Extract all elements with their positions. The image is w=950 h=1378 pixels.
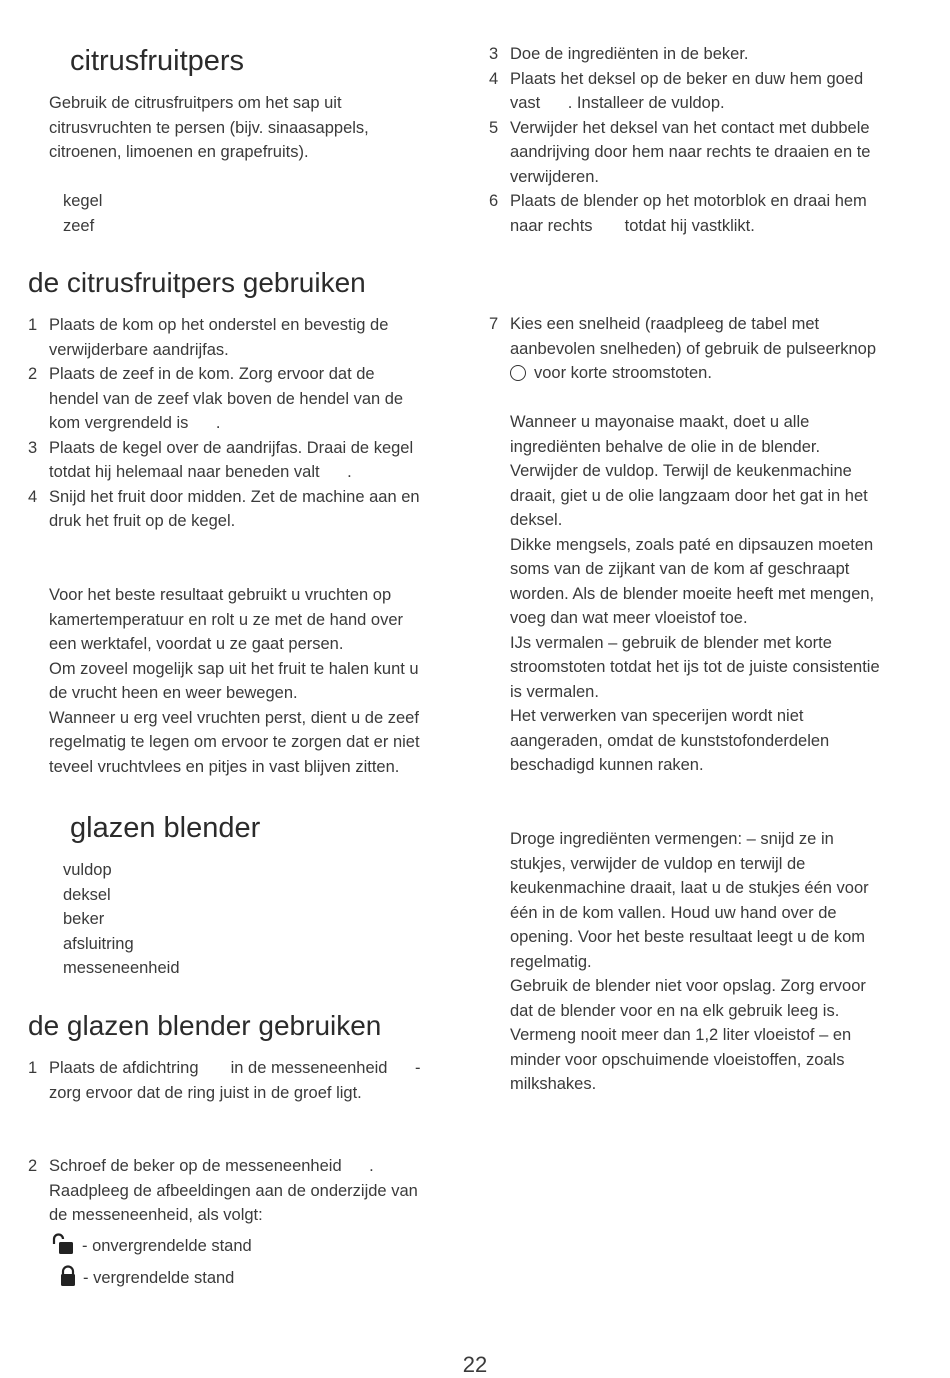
step-item [28,485,468,534]
warning-line: milkshakes. [510,1075,597,1093]
citrus-tips [49,583,469,779]
citrus-parts-list [63,189,102,238]
step-item [489,67,929,116]
step-item [489,312,929,386]
step-number: 4 [28,487,38,506]
warning-line: Droge ingrediënten vermengen: – snijd ze in [510,830,834,848]
tip-line: Wanneer u mayonaise maakt, doet u alle [510,413,810,431]
blender-tips [510,410,950,778]
intro-line: citroenen, limoenen en grapefruits). [49,143,309,161]
tip-line: ingrediënten behalve de olie in de blender. [510,437,821,456]
step-line: totdat hij helemaal naar beneden valt . [49,463,352,481]
step-item [28,1154,468,1228]
tip-line: Wanneer u erg veel vruchten perst, dient u de zeef [49,708,419,727]
step-number: 3 [489,45,499,63]
part-item: kegel [63,192,103,210]
step-item [28,313,468,362]
section-title-blender-use: de glazen blender gebruiken [28,1010,382,1041]
step-line: verwijderen. [510,167,599,186]
warning-line: stukjes, verwijder de vuldop en terwijl de [510,854,806,873]
tip-line: is vermalen. [510,682,599,701]
step-number: 1 [28,316,38,334]
tip-line: Het verwerken van specerijen wordt niet [510,707,804,725]
step-line: Plaats de kegel over de aandrijfas. Draai de kegel [49,438,414,457]
step-line: kom vergrendeld is . [49,414,221,432]
pulse-circle-icon [510,365,526,381]
warning-line: keukenmachine draait, laat u de stukjes één voor [510,879,869,897]
blender-steps-continued [489,42,929,238]
tip-line: IJs vermalen – gebruik de blender met korte [510,633,832,652]
tip-line: soms van de zijkant van de kom af geschraapt [510,560,850,578]
intro-line: Gebruik de citrusfruitpers om het sap uit [49,94,342,112]
step-line: druk het fruit op de kegel. [49,512,236,530]
tip-line: aangeraden, omdat de kunststofonderdelen [510,731,830,750]
step-line: aanbevolen snelheden) of gebruik de pulseerknop [510,339,877,358]
tip-line: regelmatig te legen om ervoor te zorgen dat er niet [49,733,420,751]
tip-line: voeg dan wat meer vloeistof toe. [510,609,748,627]
warning-line: dat de blender voor en na elk gebruik leeg is. [510,1001,840,1020]
step-line: hendel van de zeef vlak boven de hendel van de [49,389,404,408]
warning-line: één in de kom vallen. Houd uw hand over de [510,903,837,922]
tip-line: Verwijder de vuldop. Terwijl de keukenmachine [510,462,852,480]
locked-label: - vergrendelde stand [83,1269,235,1287]
blender-parts-list [63,858,180,981]
step-number: 2 [28,365,38,383]
tip-line: kamertemperatuur en rolt u ze met de hand over [49,610,404,629]
part-item: vuldop [63,861,112,879]
step-number: 3 [28,438,38,457]
step-line: de messeneenheid, als volgt: [49,1206,263,1224]
page-number: 22 [462,1352,488,1377]
step-line: Verwijder het deksel van het contact met dubbele [510,118,870,137]
unlocked-legend [50,1233,252,1263]
part-item: zeef [63,216,95,235]
padlock-open-icon [50,1233,76,1263]
step-line: aandrijving door hem naar rechts te draaien en te [510,143,871,161]
warning-line: opening. Voor het beste resultaat leegt u de kom [510,928,865,946]
step-line: Plaats de blender op het motorblok en draai hem [510,192,867,210]
step-item [489,116,929,190]
pulse-text: voor korte stroomstoten. [534,364,712,382]
section-title-citrus-use: de citrusfruitpers gebruiken [28,267,366,298]
step-item [489,189,929,238]
step-line: Snijd het fruit door midden. Zet de machine aan en [49,487,420,506]
tip-line: Dikke mengsels, zoals paté en dipsauzen moeten [510,535,874,554]
step-line: zorg ervoor dat de ring juist in de groef ligt. [49,1083,362,1102]
part-item: deksel [63,885,111,904]
step-item [28,362,468,436]
part-item: beker [63,910,105,928]
tip-line: worden. Als de blender moeite heeft met mengen, [510,584,875,603]
step-item [28,436,468,485]
step-number: 6 [489,192,499,210]
citrus-intro [49,91,469,165]
step-line: naar rechts totdat hij vastklikt. [510,216,755,235]
warning-line: Gebruik de blender niet voor opslag. Zorg ervoor [510,977,866,995]
unlocked-label: - onvergrendelde stand [82,1237,252,1255]
step-line: verwijderbare aandrijfas. [49,340,229,359]
tip-line: Om zoveel mogelijk sap uit het fruit te halen kunt u [49,659,419,678]
blender-step-2 [28,1154,468,1228]
tip-line: een werktafel, voordat u ze gaat persen. [49,635,344,653]
step-number: 2 [28,1157,38,1175]
padlock-closed-icon [59,1265,77,1295]
locked-legend [59,1265,234,1295]
step-line: Plaats de zeef in de kom. Zorg ervoor dat de [49,365,375,383]
step-line: Schroef de beker op de messeneenheid . [49,1157,374,1175]
blender-step-1 [28,1056,468,1105]
step-line: Plaats het deksel op de beker en duw hem goed [510,69,864,88]
tip-line: de vrucht heen en weer bewegen. [49,684,298,702]
warning-line: Vermeng nooit meer dan 1,2 liter vloeistof – en [510,1026,852,1044]
section-title-citrus-press: citrusfruitpers [70,45,245,77]
part-item: afsluitring [63,934,134,953]
tip-line: beschadigd kunnen raken. [510,756,704,774]
intro-line: citrusvruchten te persen (bijv. sinaasappels, [49,118,369,137]
step-line: Plaats de kom op het onderstel en bevestig de [49,316,389,334]
step-line [510,361,929,386]
step-number: 5 [489,118,499,137]
step-line: Doe de ingrediënten in de beker. [510,45,749,63]
warning-line: minder voor opschuimende vloeistoffen, zoals [510,1050,845,1069]
step-item [489,42,929,67]
warning-line: regelmatig. [510,952,592,971]
step-line: Plaats de afdichtring in de messeneenheid - [49,1059,421,1077]
step-line: vast . Installeer de vuldop. [510,94,725,112]
step-number: 7 [489,315,499,333]
blender-step-7 [489,312,929,386]
part-item: messeneenheid [63,959,180,977]
section-title-glass-blender: glazen blender [70,812,261,844]
tip-line: teveel vruchtvlees en pitjes in vast blijven zitten. [49,757,400,776]
tip-line: stroomstoten totdat het ijs tot de juiste consistentie [510,658,880,676]
step-line: Kies een snelheid (raadpleeg de tabel met [510,315,820,333]
tip-line: Voor het beste resultaat gebruikt u vruchten op [49,586,392,604]
step-number: 1 [28,1059,38,1077]
blender-warnings [510,827,945,1097]
tip-line: draait, giet u de olie langzaam door het gat in het [510,486,868,505]
citrus-steps [28,313,468,534]
tip-line: deksel. [510,511,563,529]
step-number: 4 [489,69,499,88]
step-item [28,1056,468,1105]
step-line: Raadpleeg de afbeeldingen aan de onderzijde van [49,1181,418,1200]
